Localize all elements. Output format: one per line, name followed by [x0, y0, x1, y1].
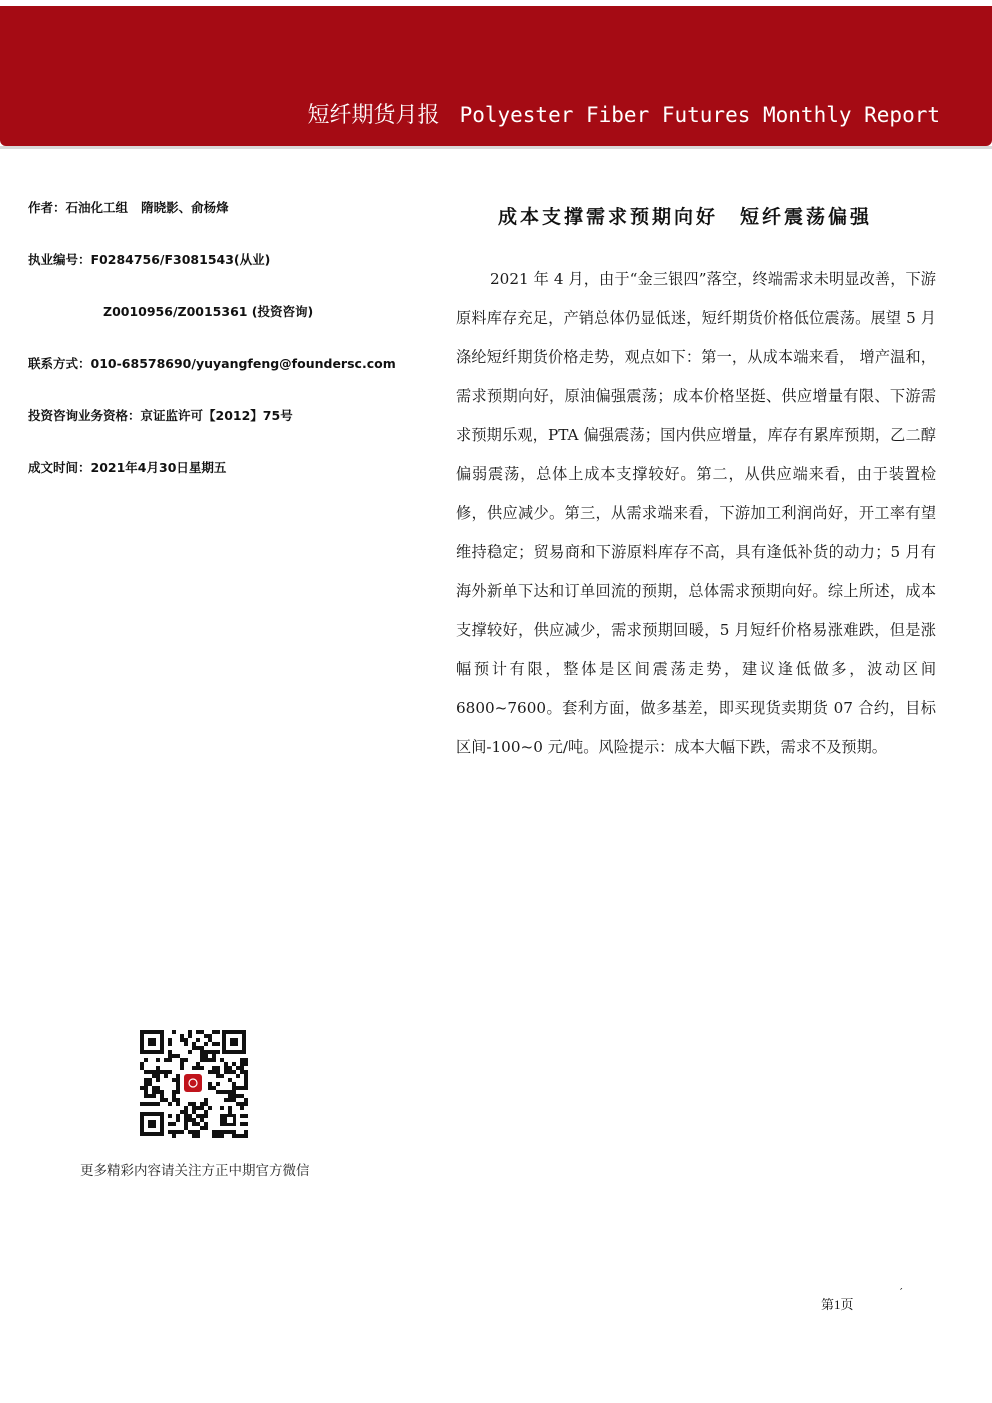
- qualification-value: 京证监许可【2012】75号: [140, 408, 293, 423]
- author-line: [28, 198, 229, 216]
- license-label: 执业编号：: [28, 252, 91, 267]
- headline-part-1: 成本支撑需求预期向好: [498, 206, 719, 228]
- header-banner: [0, 6, 992, 146]
- date-line: [28, 458, 226, 476]
- contact-line: [28, 354, 396, 372]
- report-title: [308, 98, 940, 129]
- qualification-line: [28, 406, 293, 424]
- date-label: 成文时间：: [28, 460, 91, 475]
- banner-shadow-divider: [0, 146, 992, 149]
- license-value-1: F0284756/F3081543(从业): [90, 252, 271, 267]
- qualification-label: 投资咨询业务资格：: [28, 408, 141, 423]
- qr-logo-icon: [184, 1074, 202, 1092]
- article-body: 2021 年 4 月，由于“金三银四”落空，终端需求未明显改善，下游原料库存充足，产销总体仍显低迷，短纤期货价格低位震荡。展望 5 月涤纶短纤期货价格走势，观点如下：第一，从成本端来看， 增产温和，需求预期向好，原油偏强震荡；成本价格坚挺、供应增量有限、下游需求预期乐观，PTA 偏强震荡；国内供应增量，库存有累库预期，乙二醇偏弱震荡，总体上成本支撑较好。第二，从供应端来看，由于装置检修，供应减少。第三，从需求端来看，下游加工利润尚好，开工率有望维持稳定；贸易商和下游原料库存不高，具有逢低补货的动力；5 月有海外新单下达和订单回流的预期，总体需求预期向好。综上所述，成本支撑较好，供应减少，需求预期回暖，5 月短纤价格易涨难跌，但是涨幅预计有限，整体是区间震荡走势，建议逢低做多，波动区间 6800~7600。套利方面，做多基差，即买现货卖期货 07 合约，目标区间-100~0 元/吨。风险提示：成本大幅下跌，需求不及预期。: [456, 270, 936, 756]
- date-value: 2021年4月30日星期五: [90, 460, 227, 475]
- article-headline: [498, 202, 872, 229]
- wechat-qr-code: [138, 1028, 248, 1138]
- license-value-2: Z0010956/Z0015361 (投资咨询): [103, 304, 314, 319]
- license-line: [28, 250, 270, 268]
- qr-caption: 更多精彩内容请关注方正中期官方微信: [80, 1163, 310, 1179]
- author-value: 石油化工组 隋晓影、俞杨烽: [65, 200, 229, 215]
- tick-mark: ′: [900, 1286, 903, 1299]
- page-number: 第1页: [821, 1297, 854, 1312]
- headline-part-2: 短纤震荡偏强: [740, 206, 873, 228]
- report-title-cn: 短纤期货月报: [307, 103, 440, 128]
- license-line-2: [103, 302, 313, 320]
- contact-label: 联系方式：: [28, 356, 91, 371]
- author-label: 作者：: [28, 200, 66, 215]
- report-title-en: Polyester Fiber Futures Monthly Report: [459, 103, 940, 127]
- contact-value: 010-68578690/yuyangfeng@foundersc.com: [90, 356, 396, 371]
